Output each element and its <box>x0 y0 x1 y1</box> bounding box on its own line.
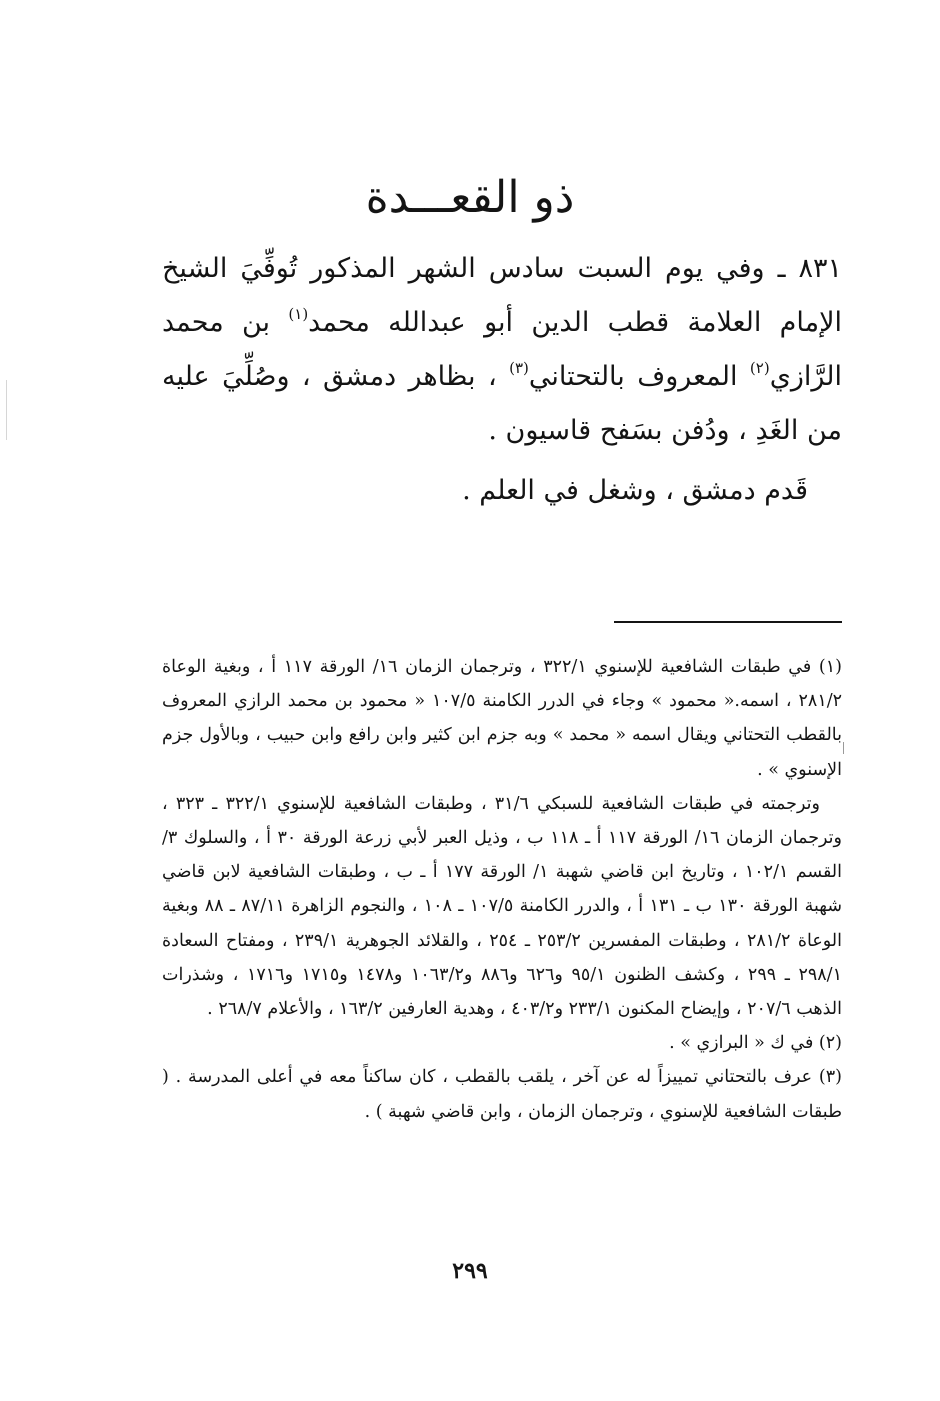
entry-line-2-middle: بن محمد الرَّازي <box>162 307 843 392</box>
page-number: ٢٩٩ <box>452 1258 488 1284</box>
footnote-ref-2[interactable]: (٢) <box>749 359 770 377</box>
entry-line-2-start: العلامة قطب الدين أبو عبدالله محمد <box>308 307 762 338</box>
footnote-ref-1[interactable]: (١) <box>288 305 309 323</box>
entry-line-3-end: ، بظاهر دمشق ، وصُلِّيَ عليه من الغَدِ ، ودُفن بسَفح <box>162 361 842 446</box>
main-entry <box>162 242 842 518</box>
footnote-3: (٣) عرف بالتحتاني تمييزاً له عن آخر ، يلقب بالقطب ، كان ساكناً معه في أعلى المدرسة . ( طبقات الشافعية للإسنوي ، وترجمان الزمان ، وابن قاضي شهبة ) . <box>162 1067 842 1122</box>
footnotes <box>162 650 842 1129</box>
scan-edge-mark <box>6 380 7 440</box>
entry-line-3-start: بالتحتاني <box>528 361 625 392</box>
footnote-1-continuation: وترجمته في طبقات الشافعية للسبكي ٣١/٦ ، وطبقات الشافعية للإسنوي ٣٢٢/١ ـ ٣٢٣ ، وترجمان الزمان ١٦/ الورقة ١١٧ أ ـ ١١٨ ب ، وذيل العبر لأبي زرعة الورقة ٣٠ أ ، والسلوك ٣/ القسم ١٠٢/١ ، وتاريخ ابن قاضي شهبة ١/ الورقة ١٧٧ أ ـ ب ، وطبقات الشافعية لابن قاضي شهبة الورقة ١٣٠ ب ـ ١٣١ أ ، والدرر الكامنة ١٠٧/٥ ـ ١٠٨ ، والنجوم الزاهرة ٨٧/١١ ـ ٨٨ وبغية الوعاة ٢٨١/٢ ، وطبقات المفسرين ٢٥٣/٢ ـ ٢٥٤ ، والقلائد الجوهرية ٢٣٩/١ ، ومفتاح السعادة ٢٩٨/١ ـ ٢٩٩ ، وكشف الظنون ٩٥/١ و٦٢٦ و٨٨٦ و١٠٦٣/٢ و١٤٧٨ و١٧١٥ و١٧١٦ ، وشذرات الذهب ٢٠٧/٦ ، وإيضاح المكنون ٢٣٣/١ و٤٠٣/٢ ، وهدية العارفين ١٦٣/٢ ، والأعلام ٢٦٨/٧ . <box>162 793 842 1020</box>
entry-line-4: قاسيون . <box>488 415 592 446</box>
footnote-1: (١) في طبقات الشافعية للإسنوي ٣٢٢/١ ، وترجمان الزمان ١٦/ الورقة ١١٧ أ ، وبغية الوعاة ٢٨١/٢ ، اسمه.« محمود » وجاء في الدرر الكامنة ١٠٧/٥ « محمود بن محمد الرازي المعروف بالقطب التحتاني ويقال اسمه « محمد » وبه جزم ابن كثير وابن رافع وابن حبيب ، وبالأول جزم الإسنوي » . <box>162 657 843 780</box>
footnote-separator <box>614 621 842 623</box>
entry-line-1: ٨٣١ ـ وفي يوم السبت سادس الشهر المذكور تُوفِّيَ الشيخ الإمام <box>162 253 842 338</box>
section-heading: ذو القعـــدة <box>365 172 575 223</box>
entry-line-2-end: المعروف <box>637 361 750 392</box>
entry-paragraph <box>162 242 842 458</box>
second-paragraph: قَدم دمشق ، وشغل في العلم . <box>462 475 808 506</box>
footnote-ref-3[interactable]: (٣) <box>509 359 529 377</box>
footnote-2: (٢) في ك « البرازي » . <box>669 1033 842 1054</box>
scan-speck <box>843 742 844 754</box>
